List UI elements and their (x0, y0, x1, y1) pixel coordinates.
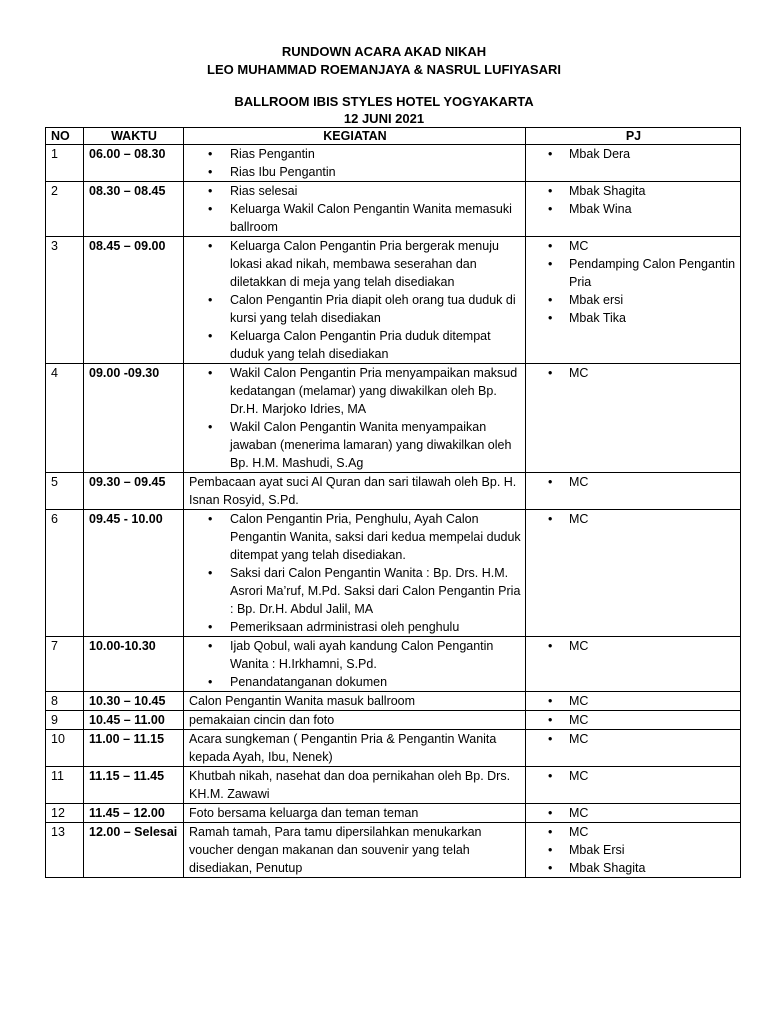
activity-list (189, 237, 521, 363)
activity-list (189, 364, 521, 472)
activity-item: • Wakil Calon Pengantin Pria menyampaikan maksud kedatangan (melamar) yang diwakilkan oleh Bp. Dr.H. Marjoko Idries, MA (189, 364, 521, 418)
pj-cell (526, 510, 741, 637)
table-row (46, 823, 741, 878)
table-row (46, 182, 741, 237)
activity-text: Pembacaan ayat suci Al Quran dan sari tilawah oleh Bp. H. Isnan Rosyid, S.Pd. (189, 475, 517, 507)
pj-item: • MC (531, 473, 736, 491)
pj-list (531, 237, 736, 327)
row-number: 9 (46, 711, 84, 730)
column-header-kegiatan: KEGIATAN (184, 128, 526, 145)
activity-item: • Rias selesai (189, 182, 521, 200)
activity-cell (184, 730, 526, 767)
pj-item: • MC (531, 823, 736, 841)
activity-text: Foto bersama keluarga dan teman teman (189, 806, 419, 820)
pj-cell (526, 804, 741, 823)
activity-item: • Ijab Qobul, wali ayah kandung Calon Pengantin Wanita : H.Irkhamni, S.Pd. (189, 637, 521, 673)
column-header-pj: PJ (526, 128, 741, 145)
table-header-row (46, 128, 741, 145)
time-cell: 08.30 – 08.45 (84, 182, 184, 237)
activity-cell (184, 711, 526, 730)
pj-list (531, 711, 736, 729)
pj-item: • Mbak ersi (531, 291, 736, 309)
pj-item: • Mbak Shagita (531, 859, 736, 877)
pj-cell (526, 182, 741, 237)
time-cell: 10.45 – 11.00 (84, 711, 184, 730)
row-number: 2 (46, 182, 84, 237)
activity-item: • Rias Pengantin (189, 145, 521, 163)
time-cell: 11.15 – 11.45 (84, 767, 184, 804)
row-number: 6 (46, 510, 84, 637)
pj-list (531, 637, 736, 655)
row-number: 1 (46, 145, 84, 182)
activity-cell (184, 237, 526, 364)
table-body (46, 145, 741, 878)
activity-item: • Calon Pengantin Pria, Penghulu, Ayah Calon Pengantin Wanita, saksi dari kedua mempelai duduk ditempat yang telah disediakan. (189, 510, 521, 564)
row-number: 8 (46, 692, 84, 711)
pj-item: • MC (531, 510, 736, 528)
pj-item: • MC (531, 767, 736, 785)
row-number: 4 (46, 364, 84, 473)
pj-list (531, 364, 736, 382)
pj-item: • Mbak Wina (531, 200, 736, 218)
activity-text: pemakaian cincin dan foto (189, 713, 335, 727)
activity-cell (184, 692, 526, 711)
pj-list (531, 473, 736, 491)
pj-cell (526, 692, 741, 711)
row-number: 12 (46, 804, 84, 823)
table-row (46, 767, 741, 804)
activity-item: • Rias Ibu Pengantin (189, 163, 521, 181)
activity-text: Khutbah nikah, nasehat dan doa pernikahan oleh Bp. Drs. KH.M. Zawawi (189, 769, 511, 801)
venue: BALLROOM IBIS STYLES HOTEL YOGYAKARTA (234, 94, 534, 109)
row-number: 11 (46, 767, 84, 804)
table-row (46, 711, 741, 730)
activity-cell (184, 473, 526, 510)
time-cell: 10.30 – 10.45 (84, 692, 184, 711)
activity-item: • Keluarga Calon Pengantin Pria bergerak menuju lokasi akad nikah, membawa seserahan dan diletakkan di meja yang telah disediakan (189, 237, 521, 291)
time-cell: 08.45 – 09.00 (84, 237, 184, 364)
pj-list (531, 145, 736, 163)
pj-list (531, 182, 736, 218)
activity-list (189, 637, 521, 691)
activity-list (189, 145, 521, 181)
row-number: 13 (46, 823, 84, 878)
activity-text: Ramah tamah, Para tamu dipersilahkan menukarkan voucher dengan makanan dan souvenir yang telah disediakan, Penutup (189, 825, 482, 875)
rundown-table (45, 127, 741, 878)
table-row (46, 730, 741, 767)
time-cell: 10.00-10.30 (84, 637, 184, 692)
table-row (46, 364, 741, 473)
column-header-no: NO (46, 128, 84, 145)
pj-item: • MC (531, 237, 736, 255)
activity-text: Acara sungkeman ( Pengantin Pria & Pengantin Wanita kepada Ayah, Ibu, Nenek) (189, 732, 497, 764)
activity-cell (184, 182, 526, 237)
activity-list (189, 510, 521, 636)
activity-item: • Keluarga Calon Pengantin Pria duduk ditempat duduk yang telah disediakan (189, 327, 521, 363)
activity-item: • Penandatanganan dokumen (189, 673, 521, 691)
column-header-waktu: WAKTU (84, 128, 184, 145)
activity-cell (184, 767, 526, 804)
table-row (46, 510, 741, 637)
activity-item: • Keluarga Wakil Calon Pengantin Wanita memasuki ballroom (189, 200, 521, 236)
table-row (46, 145, 741, 182)
time-cell: 11.00 – 11.15 (84, 730, 184, 767)
pj-cell (526, 145, 741, 182)
pj-item: • Mbak Ersi (531, 841, 736, 859)
activity-cell (184, 823, 526, 878)
pj-cell (526, 473, 741, 510)
pj-list (531, 730, 736, 748)
pj-list (531, 510, 736, 528)
time-cell: 12.00 – Selesai (84, 823, 184, 878)
time-cell: 06.00 – 08.30 (84, 145, 184, 182)
row-number: 7 (46, 637, 84, 692)
activity-list (189, 182, 521, 236)
table-row (46, 237, 741, 364)
table-row (46, 692, 741, 711)
pj-cell (526, 823, 741, 878)
pj-list (531, 823, 736, 877)
pj-item: • MC (531, 637, 736, 655)
activity-item: • Saksi dari Calon Pengantin Wanita : Bp. Drs. H.M. Asrori Ma’ruf, M.Pd. Saksi dari Calon Pengantin Pria : Bp. Dr.H. Abdul Jalil, MA (189, 564, 521, 618)
activity-cell (184, 510, 526, 637)
table-row (46, 804, 741, 823)
pj-item: • MC (531, 730, 736, 748)
pj-item: • MC (531, 692, 736, 710)
pj-item: • MC (531, 364, 736, 382)
row-number: 3 (46, 237, 84, 364)
activity-cell (184, 637, 526, 692)
row-number: 5 (46, 473, 84, 510)
activity-cell (184, 804, 526, 823)
event-date: 12 JUNI 2021 (343, 111, 425, 126)
pj-list (531, 804, 736, 822)
pj-cell (526, 364, 741, 473)
pj-list (531, 767, 736, 785)
time-cell: 09.00 -09.30 (84, 364, 184, 473)
activity-cell (184, 145, 526, 182)
time-cell: 09.45 - 10.00 (84, 510, 184, 637)
pj-cell (526, 730, 741, 767)
pj-cell (526, 767, 741, 804)
pj-item: • Mbak Dera (531, 145, 736, 163)
couple-names: LEO MUHAMMAD ROEMANJAYA & NASRUL LUFIYASARI (207, 62, 561, 77)
table-row (46, 473, 741, 510)
pj-list (531, 692, 736, 710)
pj-item: • Mbak Tika (531, 309, 736, 327)
pj-item: • Mbak Shagita (531, 182, 736, 200)
pj-item: • Pendamping Calon Pengantin Pria (531, 255, 736, 291)
time-cell: 11.45 – 12.00 (84, 804, 184, 823)
pj-item: • MC (531, 711, 736, 729)
activity-cell (184, 364, 526, 473)
activity-text: Calon Pengantin Wanita masuk ballroom (189, 694, 416, 708)
time-cell: 09.30 – 09.45 (84, 473, 184, 510)
row-number: 10 (46, 730, 84, 767)
pj-cell (526, 711, 741, 730)
activity-item: • Wakil Calon Pengantin Wanita menyampaikan jawaban (menerima lamaran) yang diwakilkan oleh Bp. H.M. Mashudi, S.Ag (189, 418, 521, 472)
pj-item: • MC (531, 804, 736, 822)
pj-cell (526, 237, 741, 364)
table-row (46, 637, 741, 692)
document-title: RUNDOWN ACARA AKAD NIKAH (281, 44, 487, 59)
activity-item: • Calon Pengantin Pria diapit oleh orang tua duduk di kursi yang telah disediakan (189, 291, 521, 327)
pj-cell (526, 637, 741, 692)
activity-item: • Pemeriksaan adrministrasi oleh penghulu (189, 618, 521, 636)
